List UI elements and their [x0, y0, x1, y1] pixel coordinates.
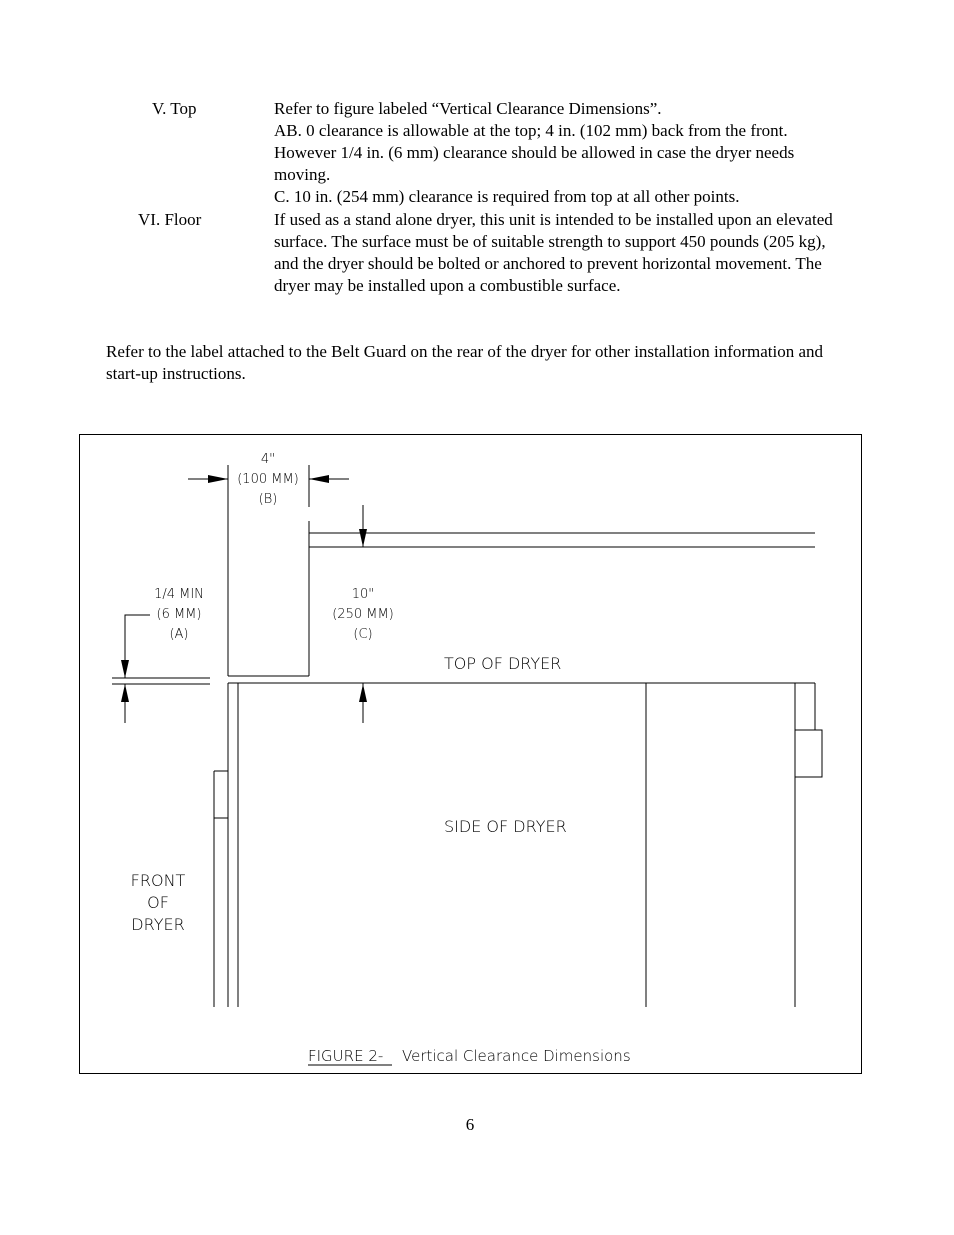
dim-c-metric: (250 MM) [332, 607, 394, 622]
clearance-diagram [80, 435, 863, 1075]
section-v-line-1: Refer to figure labeled “Vertical Clearance Dimensions”. [274, 99, 662, 118]
figure-caption-number: FIGURE 2- [308, 1047, 384, 1065]
dim-b-letter: (B) [258, 492, 278, 507]
top-of-dryer-label: TOP OF DRYER [444, 654, 562, 673]
section-v-label: V. Top [152, 99, 197, 118]
installation-note: Refer to the label attached to the Belt Guard on the rear of the dryer for other installation information and start-up instructions. [106, 342, 824, 383]
side-of-dryer-label: SIDE OF DRYER [444, 817, 567, 836]
section-v-line-3: C. 10 in. (254 mm) clearance is required from top at all other points. [274, 187, 740, 206]
dim-b-metric: (100 MM) [237, 472, 299, 487]
dim-c-value: 10" [351, 587, 375, 602]
front-label-line-1: FRONT [130, 871, 186, 890]
dim-a-letter: (A) [169, 627, 189, 642]
figure-vertical-clearance [79, 434, 862, 1074]
front-label-line-2: OF [147, 893, 169, 912]
dim-b-value: 4" [260, 452, 276, 467]
section-vi-label: VI. Floor [138, 210, 202, 229]
section-vi-line-1: If used as a stand alone dryer, this unit is intended to be installed upon an elevated surface. The surface must be of suitable strength to support 450 pounds (205 kg), and the dryer should be bolted or anchored to prevent horizontal movement. The dryer may be installed upon a combustible surface. [274, 210, 833, 295]
section-vi-text [274, 209, 834, 297]
figure-caption-title: Vertical Clearance Dimensions [402, 1047, 631, 1065]
front-label-line-3: DRYER [131, 915, 185, 934]
dim-c-letter: (C) [353, 627, 373, 642]
section-v-text [274, 98, 834, 208]
page-number: 6 [465, 1115, 475, 1134]
dim-a-value: 1/4 MIN [154, 587, 204, 602]
dim-a-metric: (6 MM) [156, 607, 202, 622]
section-v-line-2: AB. 0 clearance is allowable at the top; 4 in. (102 mm) back from the front. However 1/4 in. (6 mm) clearance should be allowed in case the dryer needs moving. [274, 121, 795, 184]
